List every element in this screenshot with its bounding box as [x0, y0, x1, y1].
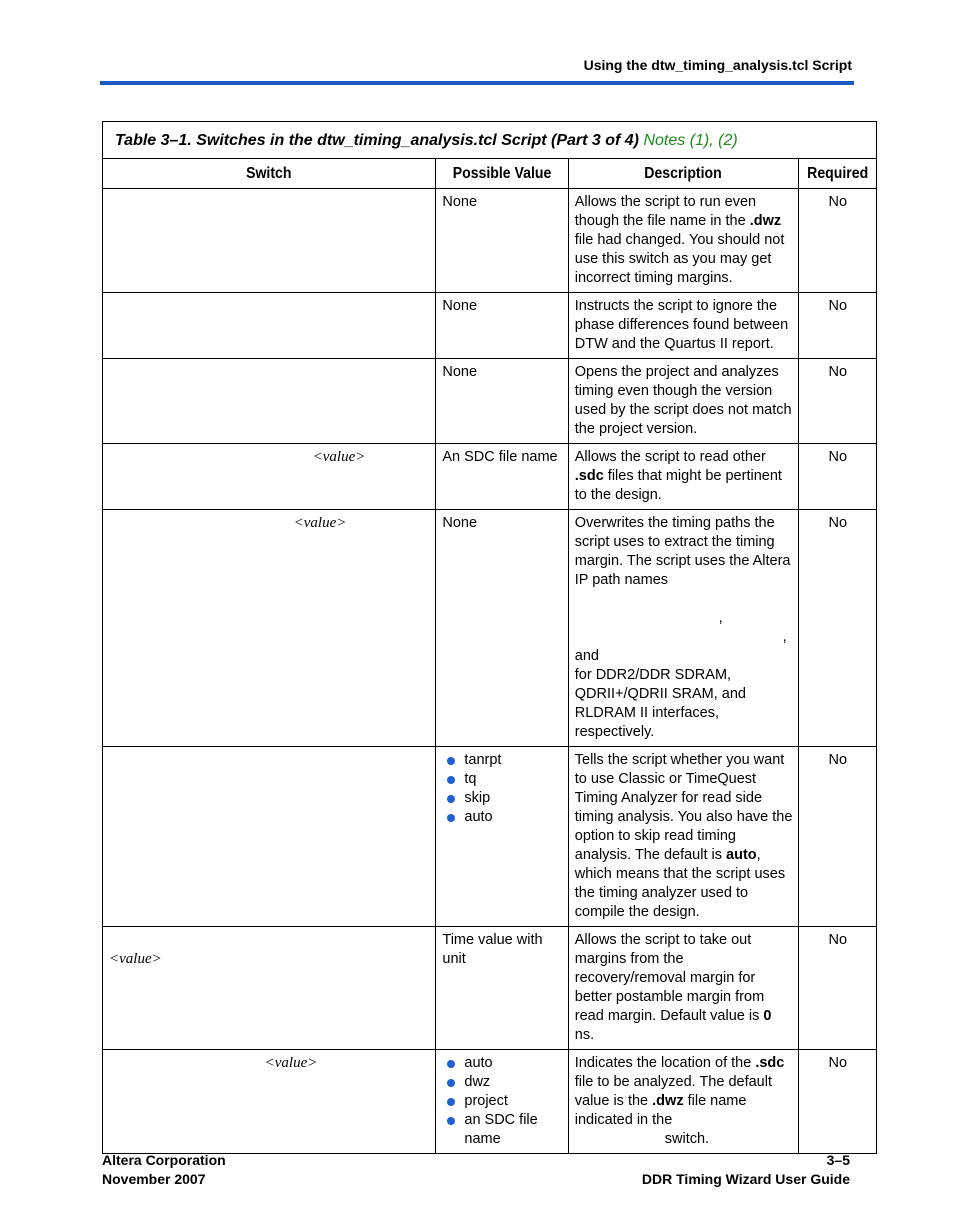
description-text: file name indicated in the	[574, 1093, 747, 1128]
path-separator: ,	[782, 629, 787, 645]
required-cell: No	[798, 1050, 876, 1154]
dwz-extension: .dwz	[652, 1093, 684, 1109]
description-text: Allows the script to read other	[574, 449, 766, 465]
value-placeholder: <value>	[293, 515, 347, 531]
value-placeholder: <value>	[264, 1055, 318, 1071]
description-text: file had changed. You should not use this switch as you may get incorrect timing margins.	[574, 232, 785, 286]
table-row	[103, 927, 877, 1050]
switch-cell	[103, 747, 436, 927]
possible-value-cell: Time value with unit	[436, 927, 568, 1050]
required-cell: No	[798, 189, 876, 293]
possible-value-cell: None	[436, 359, 568, 444]
switches-table	[102, 121, 877, 1154]
description-text: switch.	[664, 1131, 710, 1147]
possible-value-cell: An SDC file name	[436, 444, 568, 510]
table-row	[103, 359, 877, 444]
switch-cell	[103, 927, 436, 1050]
description-cell	[568, 189, 798, 293]
possible-value-list	[442, 751, 562, 827]
notes-link-1[interactable]: Notes (1)	[643, 131, 710, 149]
description-text: files that might be pertinent to the design.	[574, 468, 782, 503]
footer-page-number: 3–5	[826, 1152, 850, 1168]
description-cell	[568, 1050, 798, 1154]
description-cell	[568, 444, 798, 510]
table-caption	[103, 122, 877, 159]
table-row	[103, 747, 877, 927]
description-cell	[568, 747, 798, 927]
header-row	[103, 159, 877, 189]
footer-date: November 2007	[102, 1171, 206, 1187]
switch-cell	[103, 359, 436, 444]
list-item: tq	[442, 770, 562, 789]
possible-value-cell: None	[436, 510, 568, 747]
bold-term: .dwz	[749, 213, 782, 229]
col-header-description: Description	[568, 159, 798, 189]
description-cell	[568, 510, 798, 747]
description-text: file to be analyzed. The default value is the	[574, 1074, 772, 1109]
header-rule	[100, 81, 854, 85]
description-and: and	[574, 648, 599, 664]
list-item: auto	[442, 808, 562, 827]
caption-text: Table 3–1. Switches in the dtw_timing_analysis.tcl Script (Part 3 of 4)	[115, 131, 639, 149]
description-text: Allows the script to take out margins from the recovery/removal margin for better postamble margin from read margin. Default value is	[574, 932, 765, 1024]
required-cell: No	[798, 359, 876, 444]
possible-value-list	[442, 1054, 562, 1149]
description-text: for DDR2/DDR SDRAM, QDRII+/QDRII SRAM, and RLDRAM II interfaces, respectively.	[574, 667, 746, 740]
description-text: Tells the script whether you want to use Classic or TimeQuest Timing Analyzer for read side timing analysis. You also have the option to skip read timing analysis. The default is	[574, 752, 793, 863]
path-separator: ,	[718, 610, 723, 626]
footer-guide-title: DDR Timing Wizard User Guide	[641, 1171, 850, 1187]
notes-separator: ,	[709, 131, 719, 149]
sdc-extension: .sdc	[755, 1055, 785, 1071]
list-item: tanrpt	[442, 751, 562, 770]
switch-cell	[103, 510, 436, 747]
running-header-title: Using the dtw_timing_analysis.tcl Script	[583, 57, 852, 73]
list-item: auto	[442, 1054, 562, 1073]
switch-cell	[103, 189, 436, 293]
footer-left	[102, 1151, 226, 1189]
switch-cell	[103, 293, 436, 359]
table-row	[103, 510, 877, 747]
switch-cell	[103, 444, 436, 510]
table-caption-row	[103, 122, 877, 159]
switch-cell	[103, 1050, 436, 1154]
description-text: ns.	[574, 1027, 595, 1043]
description-cell	[568, 359, 798, 444]
value-placeholder: <value>	[312, 449, 366, 465]
description-text: Instructs the script to ignore the phase differences found between DTW and the Quartus II report.	[574, 298, 789, 352]
notes-link-2[interactable]: (2)	[718, 131, 738, 149]
required-cell: No	[798, 444, 876, 510]
description-text: Overwrites the timing paths the script uses to extract the timing margin. The script uses the Altera IP path names	[574, 515, 791, 588]
possible-value-cell	[436, 1050, 568, 1154]
list-item: skip	[442, 789, 562, 808]
possible-value-cell: None	[436, 293, 568, 359]
required-cell: No	[798, 293, 876, 359]
possible-value-cell: None	[436, 189, 568, 293]
required-cell: No	[798, 927, 876, 1050]
footer-right	[642, 1151, 850, 1189]
table-row	[103, 444, 877, 510]
col-header-switch: Switch	[103, 159, 436, 189]
description-cell	[568, 927, 798, 1050]
description-cell	[568, 293, 798, 359]
table-row	[103, 189, 877, 293]
list-item: dwz	[442, 1073, 562, 1092]
description-text: Opens the project and analyzes timing even though the version used by the script does not match the project version.	[574, 364, 792, 437]
required-cell: No	[798, 747, 876, 927]
description-text: , which means that the script uses the timing analyzer used to compile the design.	[574, 847, 786, 920]
bold-term: .sdc	[574, 468, 604, 484]
possible-value-cell	[436, 747, 568, 927]
value-placeholder: <value>	[109, 951, 162, 967]
table-row	[103, 293, 877, 359]
description-text: Allows the script to run even though the file name in the	[574, 194, 757, 229]
footer-company: Altera Corporation	[102, 1152, 226, 1168]
bold-term: auto	[726, 847, 757, 863]
bold-term: 0	[763, 1008, 772, 1024]
table-row	[103, 1050, 877, 1154]
required-cell: No	[798, 510, 876, 747]
col-header-possible-value: Possible Value	[436, 159, 568, 189]
list-item: project	[442, 1092, 562, 1111]
description-text: Indicates the location of the	[574, 1055, 756, 1071]
col-header-required: Required	[798, 159, 876, 189]
list-item: an SDC file name	[442, 1111, 562, 1149]
